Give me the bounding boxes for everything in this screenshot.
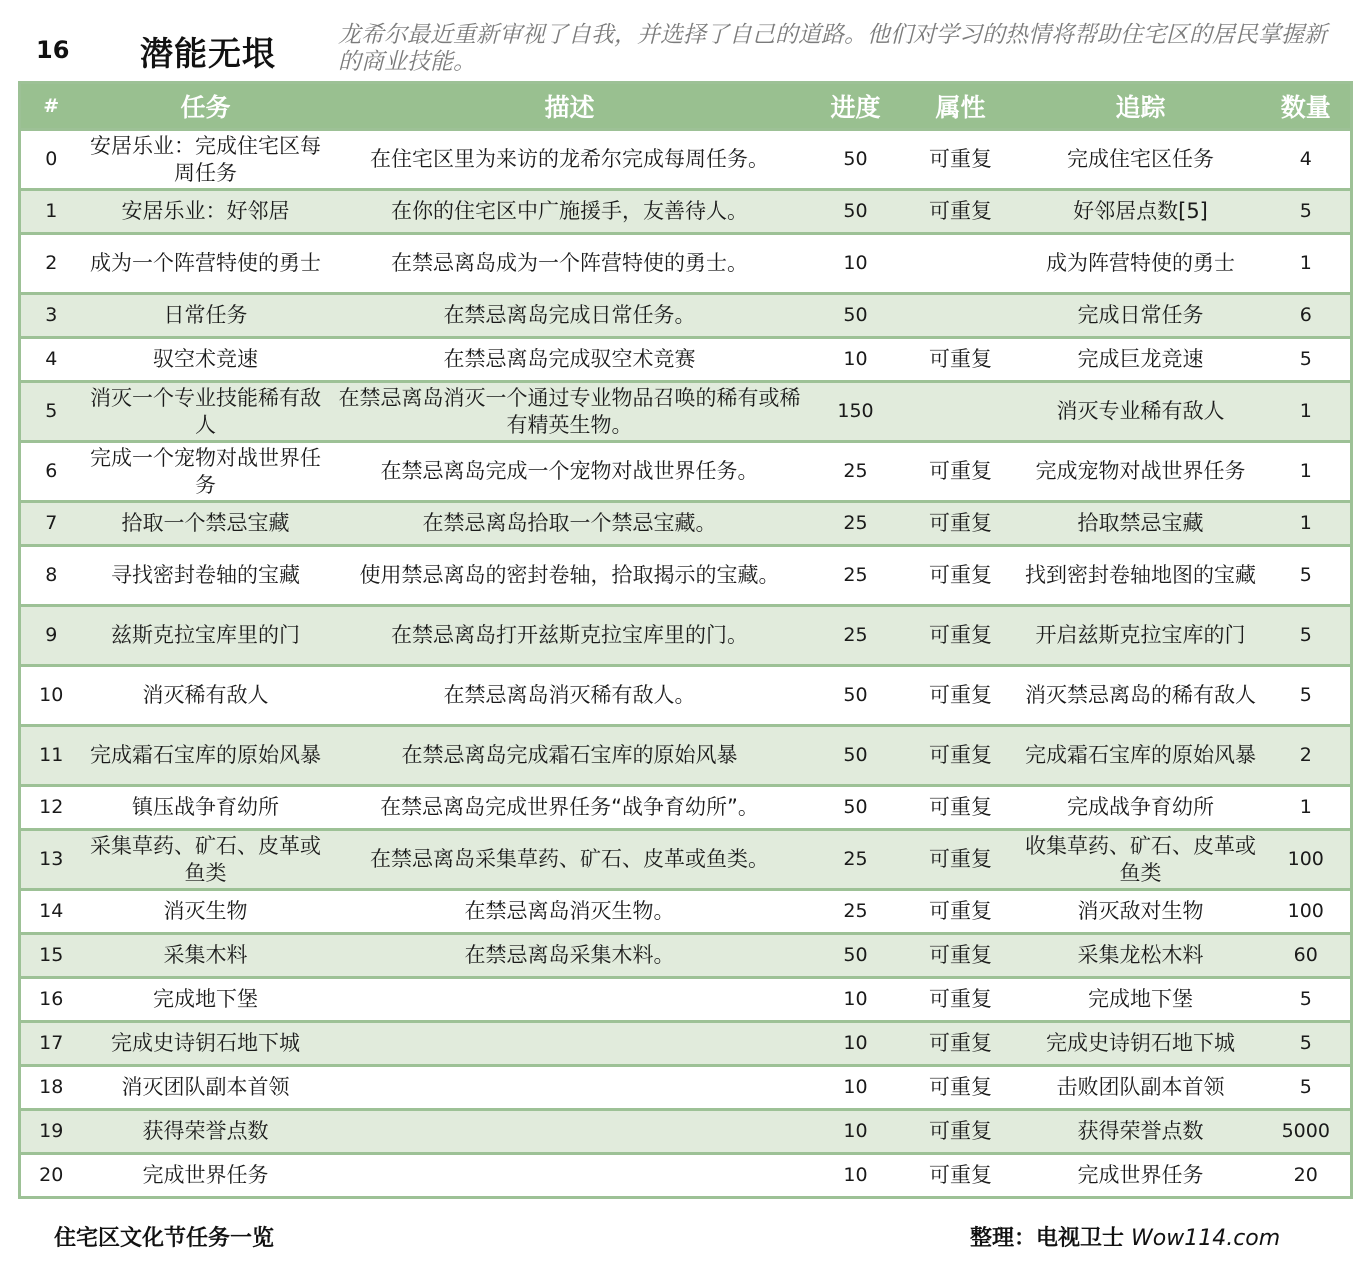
tracking: 完成战争育幼所 — [1020, 786, 1262, 830]
task-description: 使用禁忌离岛的密封卷轴，拾取揭示的宝藏。 — [330, 546, 810, 606]
task-description: 在禁忌离岛打开兹斯克拉宝库里的门。 — [330, 606, 810, 666]
progress-value: 10 — [810, 1154, 902, 1198]
task-name: 完成一个宠物对战世界任务 — [82, 442, 330, 502]
row-number: 15 — [20, 934, 82, 978]
task-description: 在禁忌离岛完成霜石宝库的原始风暴 — [330, 726, 810, 786]
task-name: 日常任务 — [82, 294, 330, 338]
section-header — [0, 0, 1370, 82]
task-description: 在禁忌离岛完成驭空术竞赛 — [330, 338, 810, 382]
progress-value: 10 — [810, 978, 902, 1022]
quantity: 6 — [1262, 294, 1352, 338]
tracking: 完成地下堡 — [1020, 978, 1262, 1022]
row-number: 16 — [20, 978, 82, 1022]
table-row — [20, 978, 1352, 1022]
credit-label: 整理：电视卫士 — [970, 1226, 1125, 1251]
tracking: 消灭禁忌离岛的稀有敌人 — [1020, 666, 1262, 726]
attribute: 可重复 — [902, 890, 1020, 934]
tracking: 找到密封卷轴地图的宝藏 — [1020, 546, 1262, 606]
attribute: 可重复 — [902, 1110, 1020, 1154]
task-description — [330, 1066, 810, 1110]
table-row — [20, 606, 1352, 666]
quantity: 60 — [1262, 934, 1352, 978]
task-name: 安居乐业：好邻居 — [82, 190, 330, 234]
quantity: 1 — [1262, 234, 1352, 294]
quantity: 100 — [1262, 830, 1352, 890]
progress-value: 10 — [810, 1110, 902, 1154]
quantity: 100 — [1262, 890, 1352, 934]
attribute: 可重复 — [902, 338, 1020, 382]
task-name: 镇压战争育幼所 — [82, 786, 330, 830]
table-row — [20, 546, 1352, 606]
table-row — [20, 1154, 1352, 1198]
attribute: 可重复 — [902, 190, 1020, 234]
attribute: 可重复 — [902, 934, 1020, 978]
tracking: 完成世界任务 — [1020, 1154, 1262, 1198]
quantity: 20 — [1262, 1154, 1352, 1198]
table-row — [20, 502, 1352, 546]
table-row — [20, 726, 1352, 786]
progress-value: 25 — [810, 502, 902, 546]
task-description: 在禁忌离岛消灭稀有敌人。 — [330, 666, 810, 726]
task-description: 在禁忌离岛采集草药、矿石、皮革或鱼类。 — [330, 830, 810, 890]
table-row — [20, 442, 1352, 502]
section-description: 龙希尔最近重新审视了自我，并选择了自己的道路。他们对学习的热情将帮助住宅区的居民掌握新的商业技能。 — [338, 22, 1327, 75]
row-number: 13 — [20, 830, 82, 890]
progress-value: 10 — [810, 1066, 902, 1110]
tracking: 好邻居点数[5] — [1020, 190, 1262, 234]
task-name: 完成霜石宝库的原始风暴 — [82, 726, 330, 786]
quantity: 5000 — [1262, 1110, 1352, 1154]
progress-value: 25 — [810, 890, 902, 934]
tracking: 消灭敌对生物 — [1020, 890, 1262, 934]
table-row — [20, 786, 1352, 830]
task-name: 完成世界任务 — [82, 1154, 330, 1198]
task-name: 寻找密封卷轴的宝藏 — [82, 546, 330, 606]
task-description: 在禁忌离岛完成世界任务“战争育幼所”。 — [330, 786, 810, 830]
tracking: 完成住宅区任务 — [1020, 130, 1262, 190]
row-number: 12 — [20, 786, 82, 830]
row-number: 2 — [20, 234, 82, 294]
row-number: 11 — [20, 726, 82, 786]
table-row — [20, 830, 1352, 890]
tracking: 完成日常任务 — [1020, 294, 1262, 338]
col-header-qty: 数量 — [1262, 83, 1352, 130]
tracking: 拾取禁忌宝藏 — [1020, 502, 1262, 546]
tracking: 成为阵营特使的勇士 — [1020, 234, 1262, 294]
progress-value: 10 — [810, 1022, 902, 1066]
col-header-task: 任务 — [82, 83, 330, 130]
quantity: 5 — [1262, 606, 1352, 666]
row-number: 18 — [20, 1066, 82, 1110]
tracking: 收集草药、矿石、皮革或鱼类 — [1020, 830, 1262, 890]
progress-value: 150 — [810, 382, 902, 442]
task-name: 消灭一个专业技能稀有敌人 — [82, 382, 330, 442]
task-description — [330, 1110, 810, 1154]
table-row — [20, 666, 1352, 726]
quantity: 5 — [1262, 1066, 1352, 1110]
quantity: 5 — [1262, 1022, 1352, 1066]
attribute: 可重复 — [902, 1066, 1020, 1110]
table-row — [20, 190, 1352, 234]
row-number: 17 — [20, 1022, 82, 1066]
attribute: 可重复 — [902, 130, 1020, 190]
attribute: 可重复 — [902, 606, 1020, 666]
col-header-track: 追踪 — [1020, 83, 1262, 130]
credit-site: Wow114.com — [1131, 1226, 1281, 1251]
task-name: 采集草药、矿石、皮革或鱼类 — [82, 830, 330, 890]
quantity: 1 — [1262, 442, 1352, 502]
attribute: 可重复 — [902, 726, 1020, 786]
task-description: 在你的住宅区中广施援手，友善待人。 — [330, 190, 810, 234]
tracking: 完成史诗钥石地下城 — [1020, 1022, 1262, 1066]
table-row — [20, 338, 1352, 382]
row-number: 1 — [20, 190, 82, 234]
task-description: 在禁忌离岛完成一个宠物对战世界任务。 — [330, 442, 810, 502]
row-number: 0 — [20, 130, 82, 190]
table-row — [20, 1110, 1352, 1154]
row-number: 20 — [20, 1154, 82, 1198]
progress-value: 10 — [810, 234, 902, 294]
quantity: 1 — [1262, 502, 1352, 546]
progress-value: 50 — [810, 934, 902, 978]
row-number: 6 — [20, 442, 82, 502]
tracking: 采集龙松木料 — [1020, 934, 1262, 978]
progress-value: 50 — [810, 726, 902, 786]
row-number: 4 — [20, 338, 82, 382]
task-name: 完成史诗钥石地下城 — [82, 1022, 330, 1066]
col-header-desc: 描述 — [330, 83, 810, 130]
task-name: 安居乐业：完成住宅区每周任务 — [82, 130, 330, 190]
footer-title: 住宅区文化节任务一览 — [54, 1226, 275, 1251]
footer-credit — [970, 1221, 1280, 1252]
attribute — [902, 382, 1020, 442]
tracking: 完成宠物对战世界任务 — [1020, 442, 1262, 502]
attribute: 可重复 — [902, 442, 1020, 502]
table-row — [20, 130, 1352, 190]
task-table — [18, 81, 1353, 1199]
task-name: 消灭稀有敌人 — [82, 666, 330, 726]
row-number: 8 — [20, 546, 82, 606]
progress-value: 25 — [810, 546, 902, 606]
quantity: 5 — [1262, 190, 1352, 234]
section-title: 潜能无垠 — [140, 34, 276, 73]
attribute: 可重复 — [902, 1154, 1020, 1198]
task-name: 兹斯克拉宝库里的门 — [82, 606, 330, 666]
attribute: 可重复 — [902, 502, 1020, 546]
table-row — [20, 382, 1352, 442]
section-number: 16 — [36, 36, 70, 64]
table-row — [20, 234, 1352, 294]
quantity: 5 — [1262, 546, 1352, 606]
task-description: 在禁忌离岛消灭生物。 — [330, 890, 810, 934]
quantity: 5 — [1262, 338, 1352, 382]
tracking: 完成巨龙竞速 — [1020, 338, 1262, 382]
table-row — [20, 1066, 1352, 1110]
progress-value: 25 — [810, 606, 902, 666]
col-header-progress: 进度 — [810, 83, 902, 130]
quantity: 1 — [1262, 382, 1352, 442]
task-description — [330, 978, 810, 1022]
table-row — [20, 294, 1352, 338]
task-name: 驭空术竞速 — [82, 338, 330, 382]
progress-value: 50 — [810, 786, 902, 830]
table-body — [20, 130, 1352, 1198]
table-row — [20, 934, 1352, 978]
progress-value: 50 — [810, 190, 902, 234]
progress-value: 50 — [810, 294, 902, 338]
row-number: 7 — [20, 502, 82, 546]
attribute: 可重复 — [902, 666, 1020, 726]
task-description: 在禁忌离岛完成日常任务。 — [330, 294, 810, 338]
attribute: 可重复 — [902, 978, 1020, 1022]
quantity: 4 — [1262, 130, 1352, 190]
row-number: 19 — [20, 1110, 82, 1154]
task-name: 拾取一个禁忌宝藏 — [82, 502, 330, 546]
attribute: 可重复 — [902, 1022, 1020, 1066]
quantity: 1 — [1262, 786, 1352, 830]
task-name: 获得荣誉点数 — [82, 1110, 330, 1154]
tracking: 消灭专业稀有敌人 — [1020, 382, 1262, 442]
col-header-attr: 属性 — [902, 83, 1020, 130]
quantity: 5 — [1262, 978, 1352, 1022]
quantity: 5 — [1262, 666, 1352, 726]
attribute: 可重复 — [902, 830, 1020, 890]
task-name: 完成地下堡 — [82, 978, 330, 1022]
attribute: 可重复 — [902, 546, 1020, 606]
progress-value: 50 — [810, 666, 902, 726]
task-description: 在禁忌离岛拾取一个禁忌宝藏。 — [330, 502, 810, 546]
tracking: 完成霜石宝库的原始风暴 — [1020, 726, 1262, 786]
row-number: 10 — [20, 666, 82, 726]
task-description — [330, 1022, 810, 1066]
task-name: 成为一个阵营特使的勇士 — [82, 234, 330, 294]
attribute: 可重复 — [902, 786, 1020, 830]
tracking: 击败团队副本首领 — [1020, 1066, 1262, 1110]
table-row — [20, 1022, 1352, 1066]
task-name: 采集木料 — [82, 934, 330, 978]
task-description: 在住宅区里为来访的龙希尔完成每周任务。 — [330, 130, 810, 190]
row-number: 3 — [20, 294, 82, 338]
attribute — [902, 294, 1020, 338]
row-number: 9 — [20, 606, 82, 666]
row-number: 14 — [20, 890, 82, 934]
row-number: 5 — [20, 382, 82, 442]
task-description: 在禁忌离岛采集木料。 — [330, 934, 810, 978]
progress-value: 10 — [810, 338, 902, 382]
task-description — [330, 1154, 810, 1198]
task-name: 消灭团队副本首领 — [82, 1066, 330, 1110]
task-description: 在禁忌离岛成为一个阵营特使的勇士。 — [330, 234, 810, 294]
col-header-num: # — [20, 83, 82, 130]
progress-value: 50 — [810, 130, 902, 190]
tracking: 开启兹斯克拉宝库的门 — [1020, 606, 1262, 666]
task-name: 消灭生物 — [82, 890, 330, 934]
attribute — [902, 234, 1020, 294]
quantity: 2 — [1262, 726, 1352, 786]
progress-value: 25 — [810, 830, 902, 890]
task-description: 在禁忌离岛消灭一个通过专业物品召唤的稀有或稀有精英生物。 — [330, 382, 810, 442]
tracking: 获得荣誉点数 — [1020, 1110, 1262, 1154]
table-row — [20, 890, 1352, 934]
progress-value: 25 — [810, 442, 902, 502]
table-header-row — [20, 83, 1352, 130]
